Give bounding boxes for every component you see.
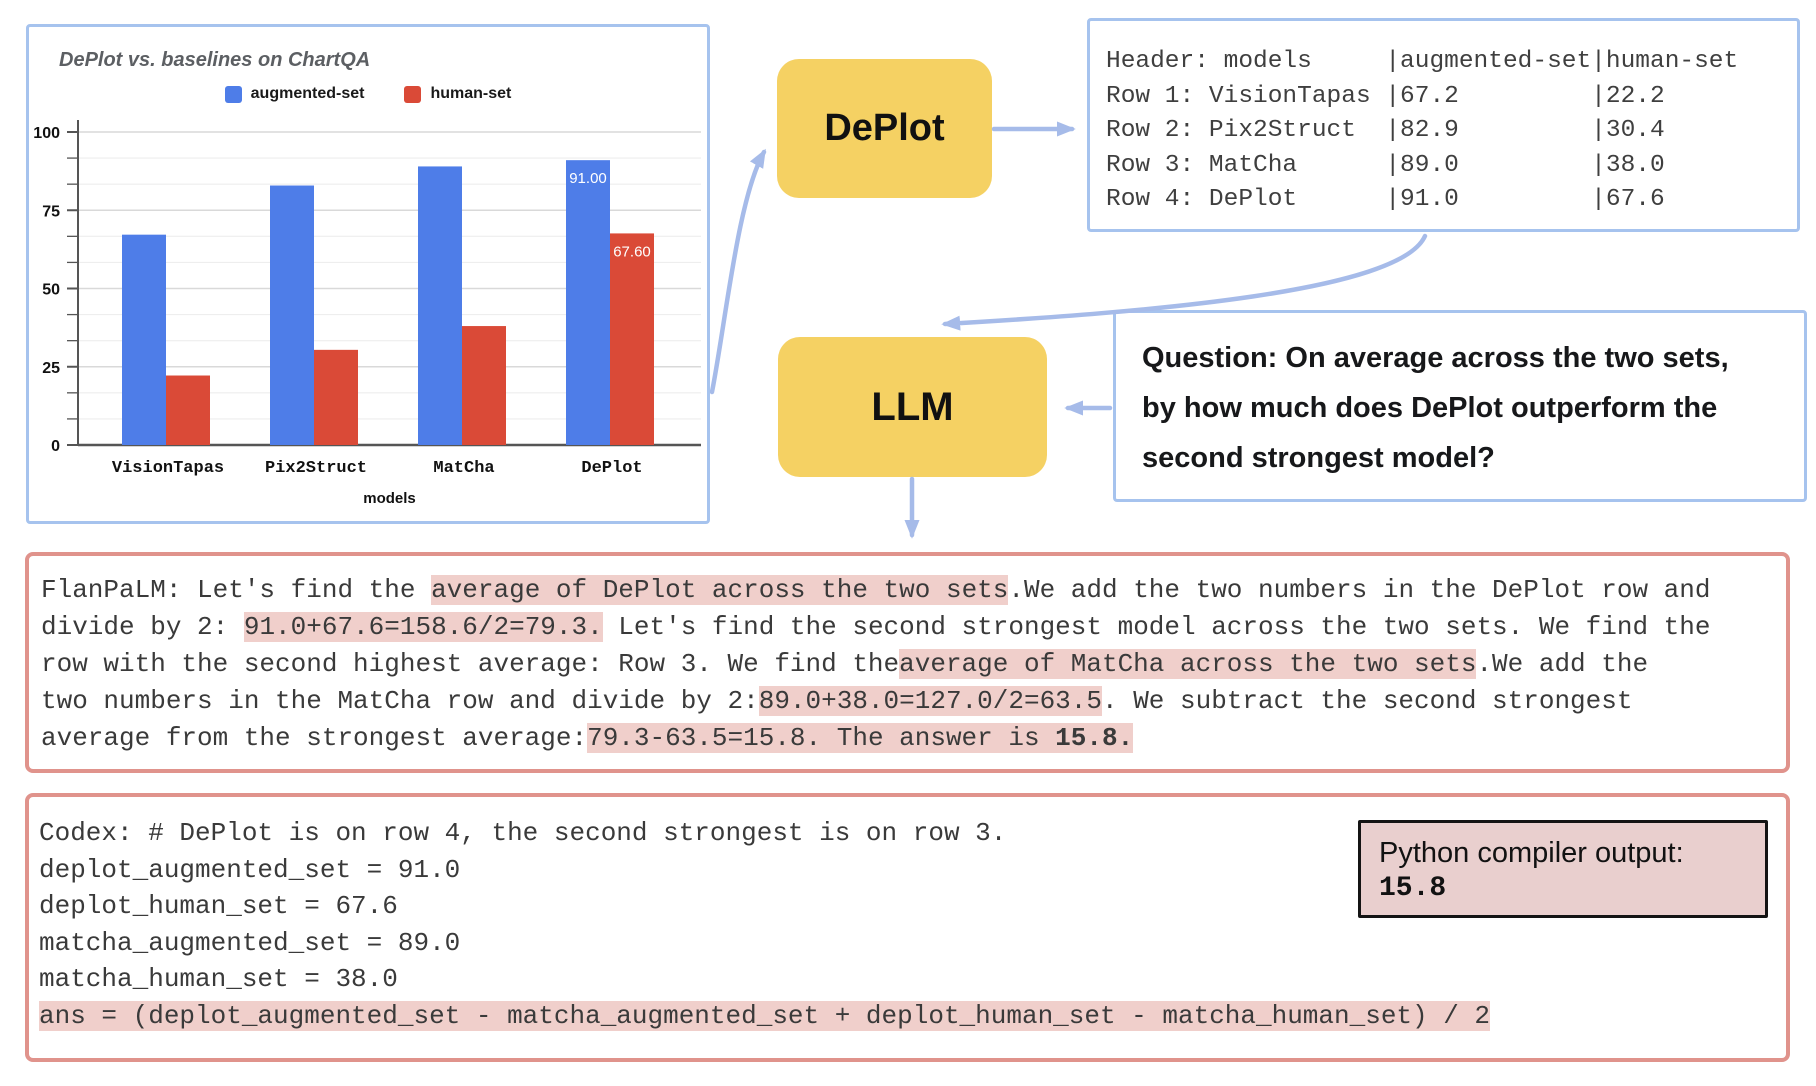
svg-text:100: 100 [33,125,60,142]
python-output-box [1358,820,1768,918]
svg-text:models: models [363,490,416,507]
svg-text:DePlot: DePlot [581,459,643,478]
text-line: matcha_augmented_set = 89.0 [39,927,461,958]
svg-text:VisionTapas: VisionTapas [111,459,225,478]
python-output-label: Python compiler output: [1379,837,1684,869]
bar-chart [29,27,707,521]
svg-text:25: 25 [42,359,60,377]
svg-text:91.00: 91.00 [569,170,607,188]
question-line: Question: On average across the two sets, [1142,342,1729,374]
flanpalm-rationale-panel [25,552,1790,773]
llm-node-label: LLM [871,384,954,429]
text-line: Codex: # DePlot is on row 4, the second strongest is on row 3. [39,818,1007,848]
svg-text:Pix2Struct: Pix2Struct [264,459,368,478]
text-line: FlanPaLM: Let's find the average of DePlot across the two sets.We add the two numbers in the DePlot row and [41,575,1711,605]
question-panel [1113,310,1807,502]
svg-text:50: 50 [42,281,60,299]
table-line: Row 1: VisionTapas |67.2 |22.2 [1106,82,1665,110]
svg-text:MatCha: MatCha [433,459,495,478]
text-line: average from the strongest average:79.3-63.5=15.8. The answer is 15.8. [41,723,1134,753]
text-line: divide by 2: 91.0+67.6=158.6/2=79.3. Let's find the second strongest model across the two sets. We find the [41,612,1711,642]
question-line: second strongest model? [1142,442,1495,474]
chart-title: DePlot vs. baselines on ChartQA [59,49,371,71]
text-line: ans = (deplot_augmented_set - matcha_augmented_set + deplot_human_set - matcha_human_set) / 2 [39,1000,1491,1031]
linearized-table-panel [1087,18,1800,232]
llm-node [778,337,1047,477]
text-line: deplot_human_set = 67.6 [39,891,398,921]
deplot-node [777,59,992,198]
text-line: two numbers in the MatCha row and divide by 2:89.0+38.0=127.0/2=63.5. We subtract the second strongest [41,686,1633,716]
text-line: matcha_human_set = 38.0 [39,964,398,994]
table-line: Header: models |augmented-set|human-set [1106,48,1739,75]
svg-text:0: 0 [51,438,60,455]
table-line: Row 2: Pix2Struct |82.9 |30.4 [1106,117,1665,144]
chart-panel [26,24,710,524]
arrow-chart-to-deplot [712,152,764,392]
legend-label: human-set [430,85,512,102]
question-line: by how much does DePlot outperform the [1142,392,1718,424]
table-line: Row 3: MatCha |89.0 |38.0 [1106,151,1665,179]
deplot-node-label: DePlot [824,107,945,149]
text-line: deplot_augmented_set = 91.0 [39,854,461,885]
table-line: Row 4: DePlot |91.0 |67.6 [1106,186,1665,213]
python-output-value: 15.8 [1379,873,1447,904]
text-line: row with the second highest average: Row 3. We find theaverage of MatCha across the two sets.We add the [41,649,1649,679]
svg-text:75: 75 [42,203,60,221]
legend-label: augmented-set [250,85,365,102]
svg-text:67.60: 67.60 [613,243,651,261]
